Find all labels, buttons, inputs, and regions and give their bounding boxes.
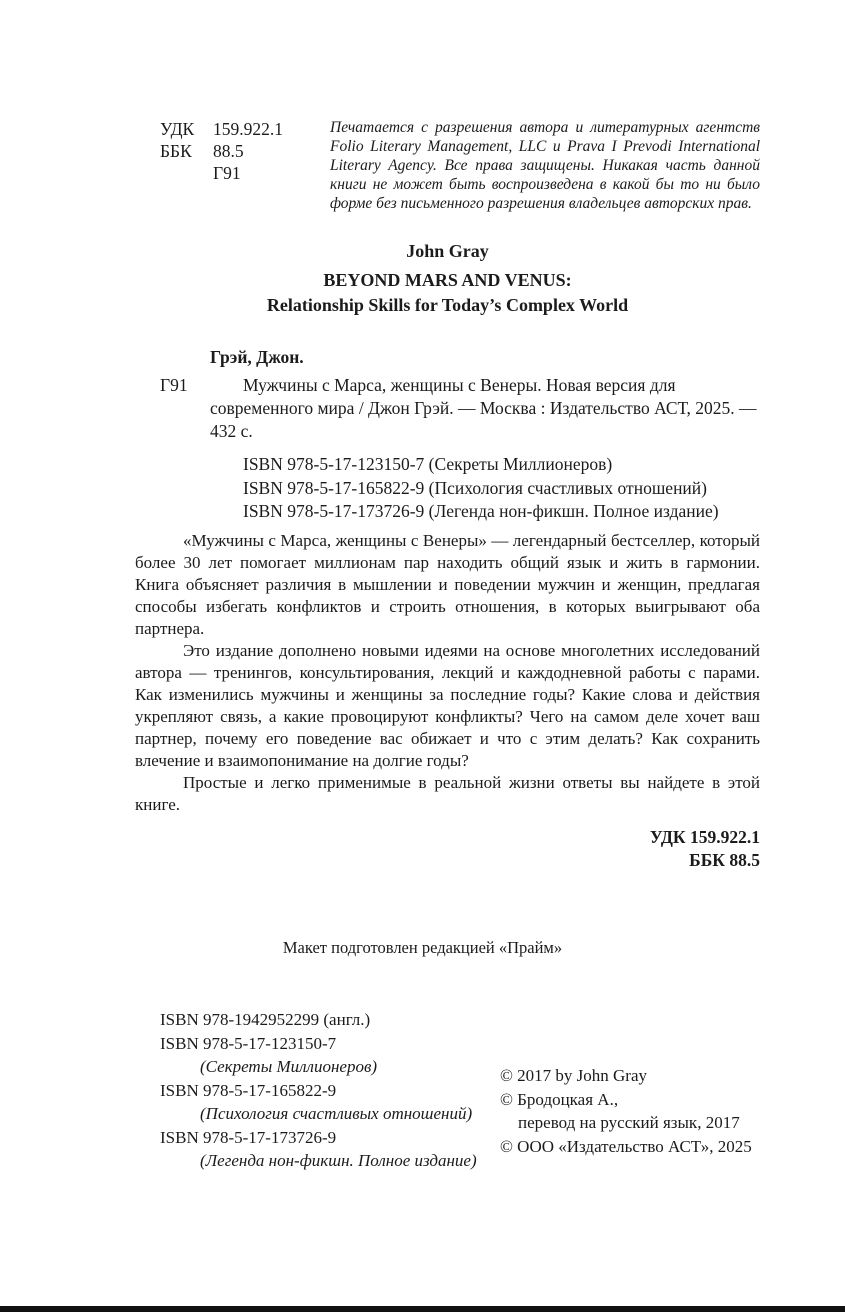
copyright-line: © Бродоцкая А., (500, 1089, 619, 1109)
author-sign-spacer (160, 162, 213, 184)
copyright-line: © 2017 by John Gray (500, 1066, 648, 1085)
original-title-line2: Relationship Skills for Today’s Complex World (266, 295, 629, 315)
page-bottom-edge (0, 1306, 845, 1312)
catalog-isbn-list (243, 453, 760, 524)
catalog-isbn-line: ISBN 978-5-17-123150-7 (Секреты Миллионеров) (243, 454, 613, 474)
copyright-line: перевод на русский язык, 2017 (518, 1113, 740, 1132)
copyright-column (500, 1064, 752, 1158)
annotation-paragraph: Простые и легко применимые в реальной жизни ответы вы найдете в этой книге. (135, 772, 760, 814)
footer-udk: УДК 159.922.1 (649, 826, 760, 847)
annotation-paragraph: Это издание дополнено новыми идеями на основе многолетних исследований автора — тренингов, консультирования, лекций и каждодневной работы с парами. Как изменились мужчины и женщины за последние годы? Какие слова и действия укрепляют связь, а какие провоцируют конфликты? Чего на самом деле хочет ваш партнер, почему его поведение вас обижает и что с этим делать? Как сохранить влечение и взаимопонимание на долгие годы? (135, 640, 760, 770)
edition-isbn-line: ISBN 978-5-17-173726-9 (160, 1127, 337, 1147)
edition-series-line: (Секреты Миллионеров) (200, 1057, 377, 1076)
author-sign: Г91 (213, 163, 241, 183)
catalog-description: Мужчины с Марса, женщины с Венеры. Новая версия для современного мира / Джон Грэй. — Москва : Издательство АСТ, 2025. — 432 с. (210, 375, 757, 441)
catalog-entry (135, 374, 760, 443)
udk-label: УДК (160, 119, 195, 139)
catalog-isbn-line: ISBN 978-5-17-165822-9 (Психология счастливых отношений) (243, 477, 707, 498)
bibliographic-header (135, 118, 760, 213)
bbk-row (160, 140, 330, 162)
original-title-block (135, 239, 760, 318)
edition-isbn-line: ISBN 978-1942952299 (англ.) (160, 1010, 371, 1029)
bbk-value: 88.5 (213, 141, 244, 161)
footer-bbk: ББК 88.5 (689, 849, 760, 870)
bbk-label: ББК (160, 141, 192, 161)
isbn-column (160, 1008, 500, 1173)
imprint-note: Макет подготовлен редакцией «Прайм» (282, 938, 563, 957)
footer-classification-codes (135, 826, 760, 872)
edition-isbn-line: ISBN 978-5-17-165822-9 (160, 1080, 337, 1100)
author-sign-row (160, 162, 330, 184)
copyright-line: © ООО «Издательство АСТ», 2025 (500, 1136, 752, 1156)
original-title-line1: BEYOND MARS AND VENUS: (323, 270, 572, 290)
udk-value: 159.922.1 (213, 119, 283, 139)
edition-series-line: (Легенда нон-фикшн. Полное издание) (200, 1151, 477, 1170)
original-author: John Gray (406, 241, 489, 261)
rights-notice: Печатается с разрешения автора и литературных агентств Folio Literary Management, LLC и Prava I Prevodi International Literary Agency. Все права защищены. Никакая часть данной книги не может быть воспроизведена в какой бы то ни было форме без письменного разрешения владельцев авторских прав. (330, 119, 760, 212)
udk-row (160, 118, 330, 140)
classification-codes (135, 118, 330, 184)
annotation (135, 530, 760, 816)
edition-isbn-line: ISBN 978-5-17-123150-7 (160, 1033, 337, 1053)
catalog-author-heading: Грэй, Джон. (210, 347, 304, 367)
edition-series-line: (Психология счастливых отношений) (200, 1104, 473, 1123)
catalog-author-sign: Г91 (160, 375, 188, 395)
catalog-isbn-line: ISBN 978-5-17-173726-9 (Легенда нон-фикшн. Полное издание) (243, 501, 719, 521)
edition-block (160, 1008, 760, 1173)
annotation-paragraph: «Мужчины с Марса, женщины с Венеры» — легендарный бестселлер, который более 30 лет помогает миллионам пар находить общий язык и жить в гармонии. Книга объясняет различия в мышлении и поведении мужчин и женщин, предлагая способы избегать конфликтов и строить отношения, в которых выигрывают оба партнера. (135, 530, 760, 638)
